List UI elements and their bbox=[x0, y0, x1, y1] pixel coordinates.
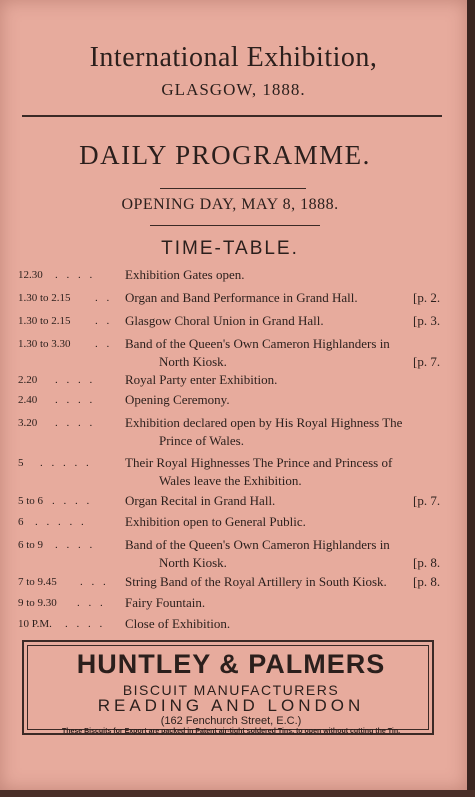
advert-company-name: HUNTLEY & PALMERS bbox=[76, 649, 386, 679]
row-page-reference: [p. 7. bbox=[413, 354, 441, 369]
row-event: Organ and Band Performance in Grand Hall. bbox=[125, 290, 358, 305]
advert-trade: BISCUIT MANUFACTURERS bbox=[122, 682, 340, 698]
row-leader-dots: . . . bbox=[77, 597, 106, 609]
row-page-reference: [p. 8. bbox=[413, 555, 441, 570]
row-leader-dots: . . . . bbox=[55, 417, 96, 429]
row-event: Royal Party enter Exhibition. bbox=[125, 372, 278, 387]
row-leader-dots: . . . . bbox=[65, 618, 106, 630]
row-event: Glasgow Choral Union in Grand Hall. bbox=[125, 313, 324, 328]
row-time: 9 to 9.30 bbox=[18, 597, 57, 609]
row-time: 2.20 bbox=[18, 374, 38, 386]
row-page-reference: [p. 3. bbox=[413, 313, 441, 328]
row-page-reference: [p. 8. bbox=[413, 574, 441, 589]
exhibition-subtitle: GLASGOW, 1888. bbox=[161, 80, 306, 99]
row-time: 5 to 6 bbox=[18, 495, 44, 507]
row-event-continued: Prince of Wales. bbox=[159, 433, 244, 448]
opening-rule-top bbox=[160, 188, 306, 189]
row-time: 7 to 9.45 bbox=[18, 576, 57, 588]
book-edge-right bbox=[467, 0, 475, 797]
exhibition-title: International Exhibition, bbox=[89, 42, 378, 73]
row-event-continued: North Kiosk. bbox=[159, 354, 227, 369]
row-event: Exhibition open to General Public. bbox=[125, 514, 306, 529]
row-time: 10 P.M. bbox=[18, 618, 52, 630]
row-time: 5 bbox=[18, 457, 24, 469]
row-leader-dots: . . bbox=[95, 338, 113, 350]
row-event: Exhibition Gates open. bbox=[125, 267, 245, 282]
row-time: 2.40 bbox=[18, 394, 38, 406]
advertisement-inner-border bbox=[27, 645, 429, 735]
row-leader-dots: . . . . bbox=[55, 394, 96, 406]
advert-note: These Biscuits for Export are packed in Patent air-tight soldered Tins, to open without cutting the Tin. bbox=[61, 728, 401, 735]
book-edge-bottom bbox=[0, 790, 475, 797]
advertisement bbox=[22, 640, 434, 735]
row-leader-dots: . . . . . bbox=[35, 516, 87, 528]
row-time: 3.20 bbox=[18, 417, 38, 429]
opening-rule-bottom bbox=[150, 225, 320, 226]
row-event: String Band of the Royal Artillery in South Kiosk. bbox=[125, 574, 387, 589]
row-time: 1.30 to 2.15 bbox=[18, 292, 71, 304]
row-event-continued: North Kiosk. bbox=[159, 555, 227, 570]
row-event: Exhibition declared open by His Royal Highness The bbox=[125, 415, 403, 430]
row-leader-dots: . . bbox=[95, 292, 113, 304]
opening-day-line: OPENING DAY, MAY 8, 1888. bbox=[121, 196, 339, 213]
row-event-continued: Wales leave the Exhibition. bbox=[159, 473, 302, 488]
row-leader-dots: . . bbox=[95, 315, 113, 327]
row-page-reference: [p. 2. bbox=[413, 290, 441, 305]
programme-heading: DAILY PROGRAMME. bbox=[79, 140, 371, 170]
row-time: 6 bbox=[18, 516, 24, 528]
row-time: 6 to 9 bbox=[18, 539, 44, 551]
row-leader-dots: . . . . bbox=[52, 495, 93, 507]
row-page-reference: [p. 7. bbox=[413, 493, 441, 508]
row-leader-dots: . . . . bbox=[55, 374, 96, 386]
row-event: Band of the Queen's Own Cameron Highlanders in bbox=[125, 537, 390, 552]
row-event: Their Royal Highnesses The Prince and Princess of bbox=[125, 455, 393, 470]
row-leader-dots: . . . . bbox=[55, 539, 96, 551]
row-event: Band of the Queen's Own Cameron Highlanders in bbox=[125, 336, 390, 351]
row-event: Opening Ceremony. bbox=[125, 392, 230, 407]
row-time: 1.30 to 3.30 bbox=[18, 338, 71, 350]
row-leader-dots: . . . . bbox=[55, 269, 96, 281]
header-divider bbox=[22, 115, 442, 117]
row-leader-dots: . . . . . bbox=[40, 457, 92, 469]
row-event: Organ Recital in Grand Hall. bbox=[125, 493, 276, 508]
advert-address: (162 Fenchurch Street, E.C.) bbox=[160, 715, 302, 727]
row-leader-dots: . . . bbox=[80, 576, 109, 588]
advert-locations: READING AND LONDON bbox=[97, 696, 365, 715]
row-event: Close of Exhibition. bbox=[125, 616, 231, 631]
row-time: 1.30 to 2.15 bbox=[18, 315, 71, 327]
row-event: Fairy Fountain. bbox=[125, 595, 206, 610]
timetable-heading: TIME-TABLE. bbox=[161, 238, 299, 259]
row-time: 12.30 bbox=[18, 269, 43, 281]
